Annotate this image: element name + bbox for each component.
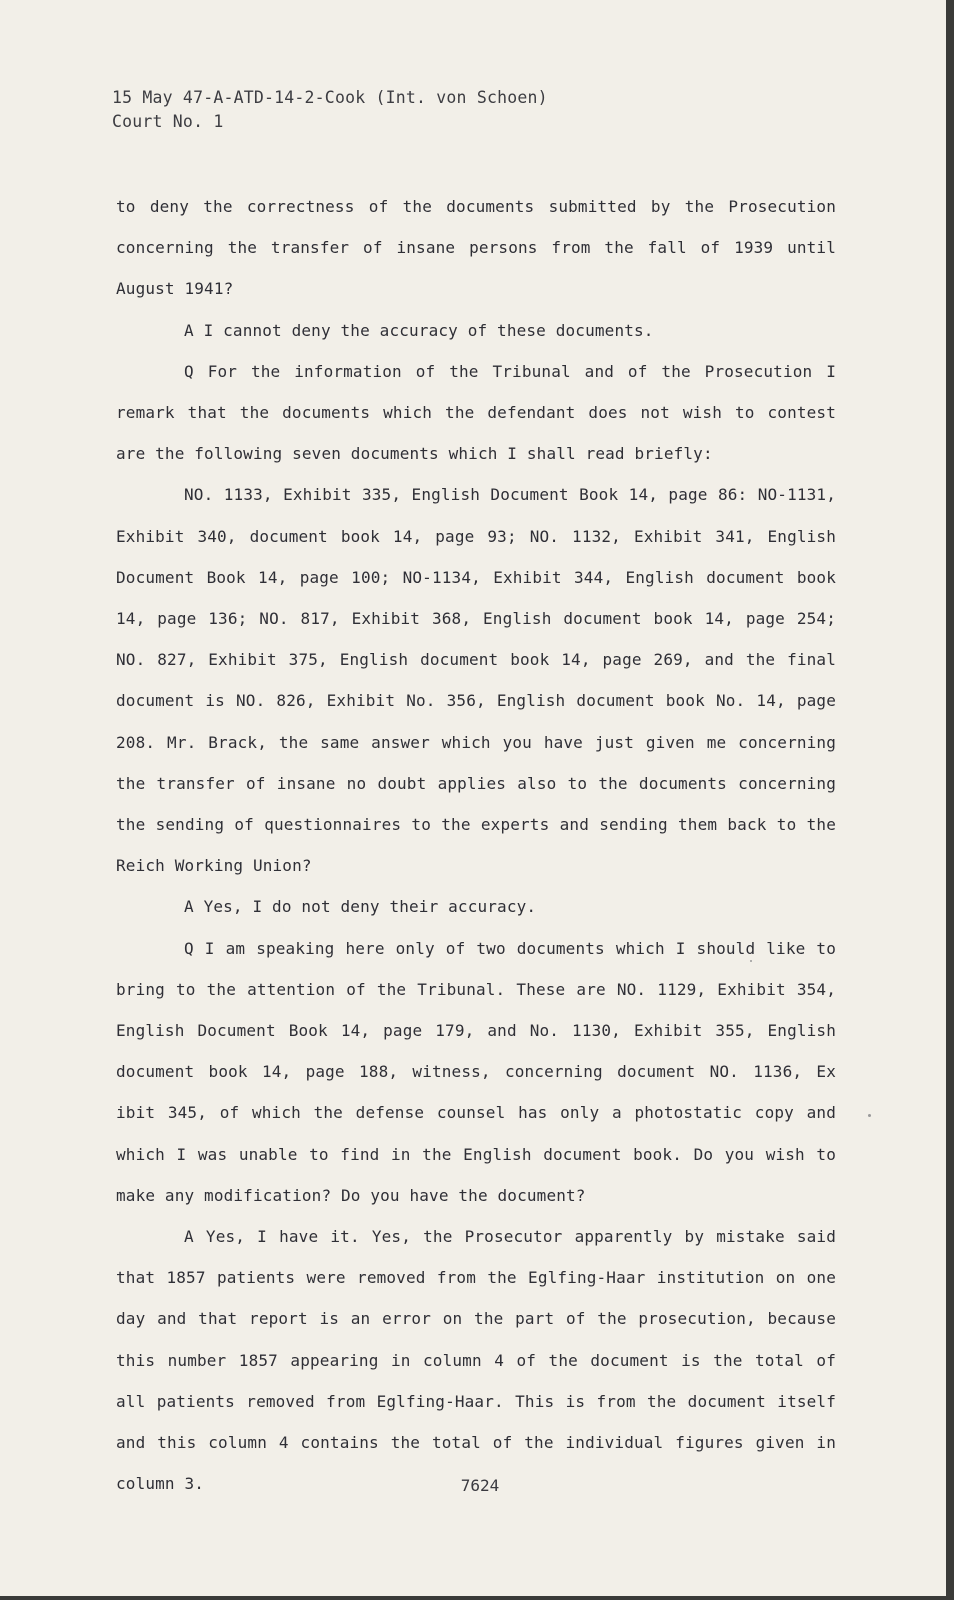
transcript-body xyxy=(116,186,836,1505)
header-court-line: Court No. 1 xyxy=(112,112,224,131)
document-header xyxy=(112,86,548,134)
transcript-paragraph: Q I am speaking here only of two documents which I should like to bring to the attention of the Tribunal. These are NO. 1129, Exhibit 354, English Document Book 14, page 179, and No. 1130, Exhibit 355, English document book 14, page 188, witness, concerning document NO. 1136, Ex ibit 345, of which the defense counsel has only a photostatic copy and which I was unable to find in the English document book. Do you wish to make any modification? Do you have the document? xyxy=(116,938,836,1205)
page-number: 7624 xyxy=(460,1476,500,1495)
transcript-paragraph: NO. 1133, Exhibit 335, English Document Book 14, page 86: NO-1131, Exhibit 340, document book 14, page 93; NO. 1132, Exhibit 341, English Document Book 14, page 100; NO-1134, Exhibit 344, English document book 14, page 136; NO. 817, Exhibit 368, English document book 14, page 254; NO. 827, Exhibit 375, English document book 14, page 269, and the final document is NO. 826, Exhibit No. 356, English document book No. 14, page 208. Mr. Brack, the same answer which you have just given me concerning the transfer of insane no doubt applies also to the documents concerning the sending of questionnaires to the experts and sending them back to the Reich Working Union? xyxy=(116,485,836,876)
paper-speck xyxy=(750,960,752,962)
transcript-paragraph: A Yes, I do not deny their accuracy. xyxy=(184,897,537,917)
transcript-paragraph: A Yes, I have it. Yes, the Prosecutor apparently by mistake said that 1857 patients were removed from the Eglfing-Haar institution on one day and that report is an error on the part of the prosecution, because this number 1857 appearing in column 4 of the document is the total of all patients removed from Eglfing-Haar. This is from the document itself and this column 4 contains the total of the individual figures given in column 3. xyxy=(116,1227,836,1494)
transcript-paragraph: Q For the information of the Tribunal and of the Prosecution I remark that the documents which the defendant does not wish to contest are the following seven documents which I shall read briefly: xyxy=(116,361,836,464)
paper-speck xyxy=(868,1114,871,1117)
transcript-paragraph: A I cannot deny the accuracy of these documents. xyxy=(184,320,654,340)
transcript-paragraph: to deny the correctness of the documents submitted by the Prosecution concerning the transfer of insane persons from the fall of 1939 until August 1941? xyxy=(116,197,836,299)
header-reference-line: 15 May 47-A-ATD-14-2-Cook (Int. von Schoen) xyxy=(112,88,548,107)
